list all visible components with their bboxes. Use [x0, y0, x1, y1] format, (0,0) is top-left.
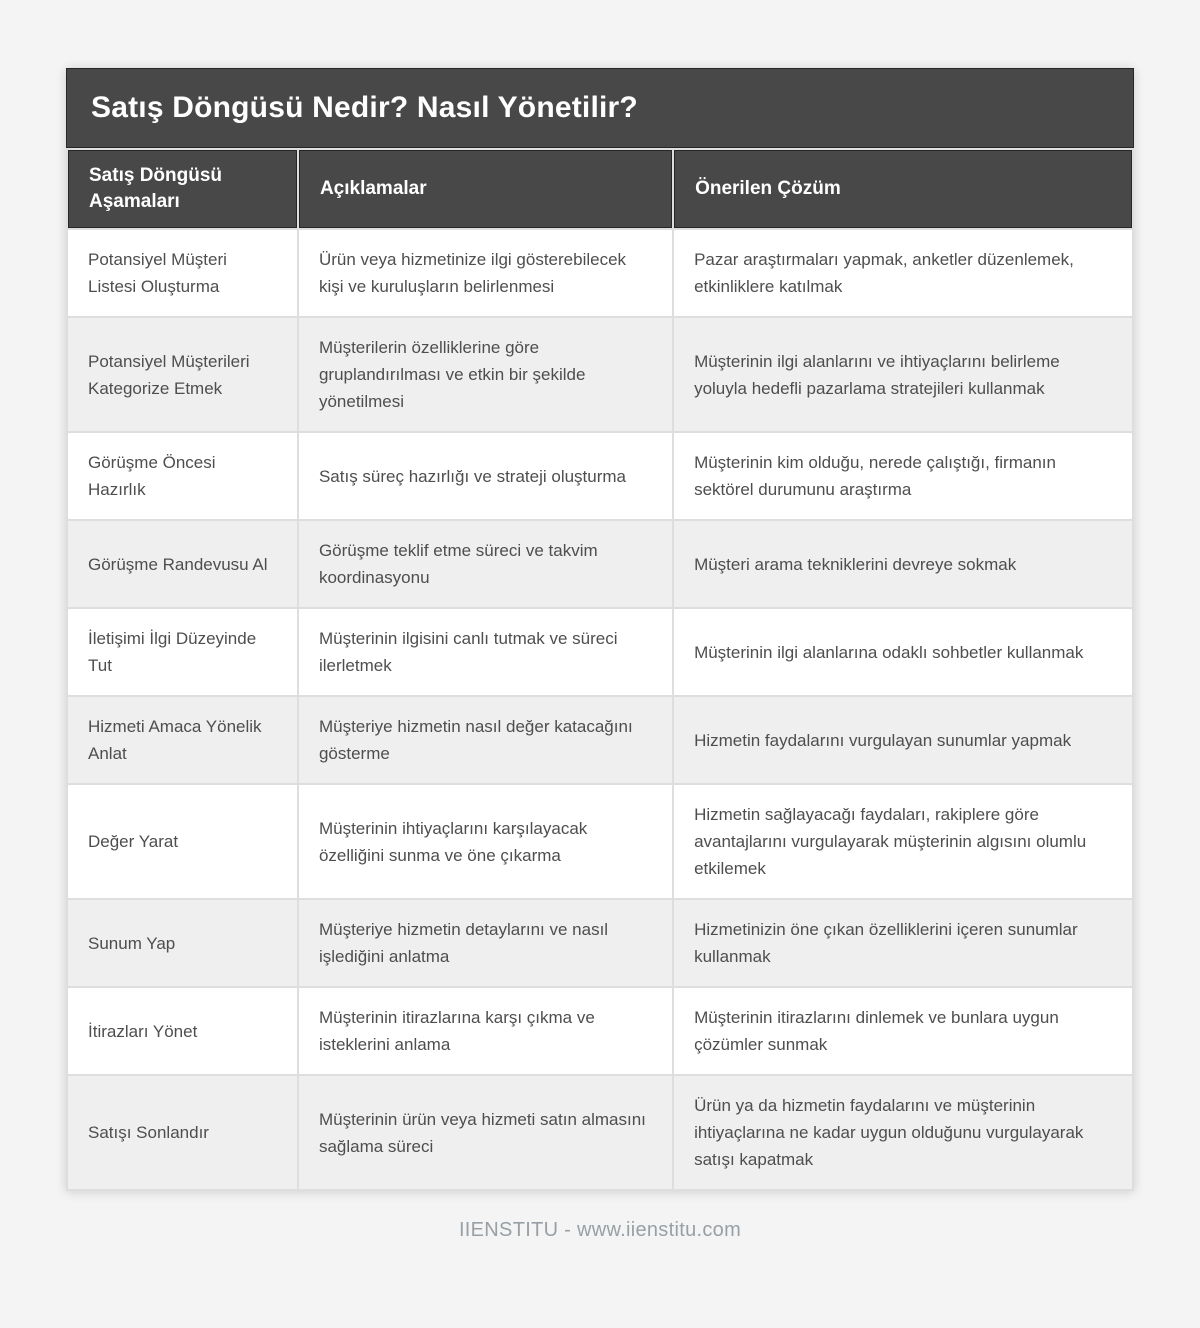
- table-row: [68, 521, 1132, 607]
- table-row: [68, 785, 1132, 898]
- table-row: [68, 230, 1132, 316]
- description-cell: Müşterinin ürün veya hizmeti satın almasını sağlama süreci: [299, 1076, 672, 1189]
- solution-cell: Hizmetin faydalarını vurgulayan sunumlar yapmak: [674, 697, 1132, 783]
- description-cell: Müşterinin itirazlarına karşı çıkma ve isteklerini anlama: [299, 988, 672, 1074]
- solution-cell: Hizmetinizin öne çıkan özelliklerini içeren sunumlar kullanmak: [674, 900, 1132, 986]
- table-row: [68, 318, 1132, 431]
- stage-cell: Görüşme Randevusu Al: [68, 521, 297, 607]
- solution-cell: Müşterinin kim olduğu, nerede çalıştığı, firmanın sektörel durumunu araştırma: [674, 433, 1132, 519]
- column-header-descriptions: Açıklamalar: [299, 150, 672, 228]
- description-cell: Müşterilerin özelliklerine göre gruplandırılması ve etkin bir şekilde yönetilmesi: [299, 318, 672, 431]
- description-cell: Müşteriye hizmetin detaylarını ve nasıl işlediğini anlatma: [299, 900, 672, 986]
- stage-cell: Hizmeti Amaca Yönelik Anlat: [68, 697, 297, 783]
- stage-cell: Sunum Yap: [68, 900, 297, 986]
- solution-cell: Müşterinin ilgi alanlarını ve ihtiyaçlarını belirleme yoluyla hedefli pazarlama stratejileri kullanmak: [674, 318, 1132, 431]
- stage-cell: İtirazları Yönet: [68, 988, 297, 1074]
- description-cell: Görüşme teklif etme süreci ve takvim koordinasyonu: [299, 521, 672, 607]
- solution-cell: Pazar araştırmaları yapmak, anketler düzenlemek, etkinliklere katılmak: [674, 230, 1132, 316]
- solution-cell: Müşteri arama tekniklerini devreye sokmak: [674, 521, 1132, 607]
- stage-cell: Değer Yarat: [68, 785, 297, 898]
- table-row: [68, 900, 1132, 986]
- sales-cycle-infographic: [66, 68, 1134, 1191]
- stage-cell: Potansiyel Müşteri Listesi Oluşturma: [68, 230, 297, 316]
- table-row: [68, 433, 1132, 519]
- description-cell: Müşterinin ihtiyaçlarını karşılayacak özelliğini sunma ve öne çıkarma: [299, 785, 672, 898]
- table-row: [68, 1076, 1132, 1189]
- description-cell: Ürün veya hizmetinize ilgi gösterebilecek kişi ve kuruluşların belirlenmesi: [299, 230, 672, 316]
- description-cell: Müşterinin ilgisini canlı tutmak ve süreci ilerletmek: [299, 609, 672, 695]
- footer-credit: IIENSTITU - www.iienstitu.com: [458, 1219, 742, 1241]
- table-row: [68, 697, 1132, 783]
- description-cell: Satış süreç hazırlığı ve strateji oluşturma: [299, 433, 672, 519]
- solution-cell: Müşterinin itirazlarını dinlemek ve bunlara uygun çözümler sunmak: [674, 988, 1132, 1074]
- description-cell: Müşteriye hizmetin nasıl değer katacağını gösterme: [299, 697, 672, 783]
- footer: [66, 1219, 1134, 1242]
- table-body: [68, 230, 1132, 1189]
- solution-cell: Ürün ya da hizmetin faydalarını ve müşterinin ihtiyaçlarına ne kadar uygun olduğunu vurgulayarak satışı kapatmak: [674, 1076, 1132, 1189]
- title-bar: [66, 68, 1134, 148]
- stage-cell: İletişimi İlgi Düzeyinde Tut: [68, 609, 297, 695]
- column-header-solution: Önerilen Çözüm: [674, 150, 1132, 228]
- sales-cycle-table: [66, 148, 1134, 1191]
- table-row: [68, 988, 1132, 1074]
- stage-cell: Satışı Sonlandır: [68, 1076, 297, 1189]
- table-row: [68, 609, 1132, 695]
- column-header-stages: Satış Döngüsü Aşamaları: [68, 150, 297, 228]
- table-header: [68, 150, 1132, 228]
- page-title: Satış Döngüsü Nedir? Nasıl Yönetilir?: [91, 91, 638, 124]
- solution-cell: Müşterinin ilgi alanlarına odaklı sohbetler kullanmak: [674, 609, 1132, 695]
- solution-cell: Hizmetin sağlayacağı faydaları, rakiplere göre avantajlarını vurgulayarak müşterinin algısını olumlu etkilemek: [674, 785, 1132, 898]
- stage-cell: Potansiyel Müşterileri Kategorize Etmek: [68, 318, 297, 431]
- header-row: [68, 150, 1132, 228]
- stage-cell: Görüşme Öncesi Hazırlık: [68, 433, 297, 519]
